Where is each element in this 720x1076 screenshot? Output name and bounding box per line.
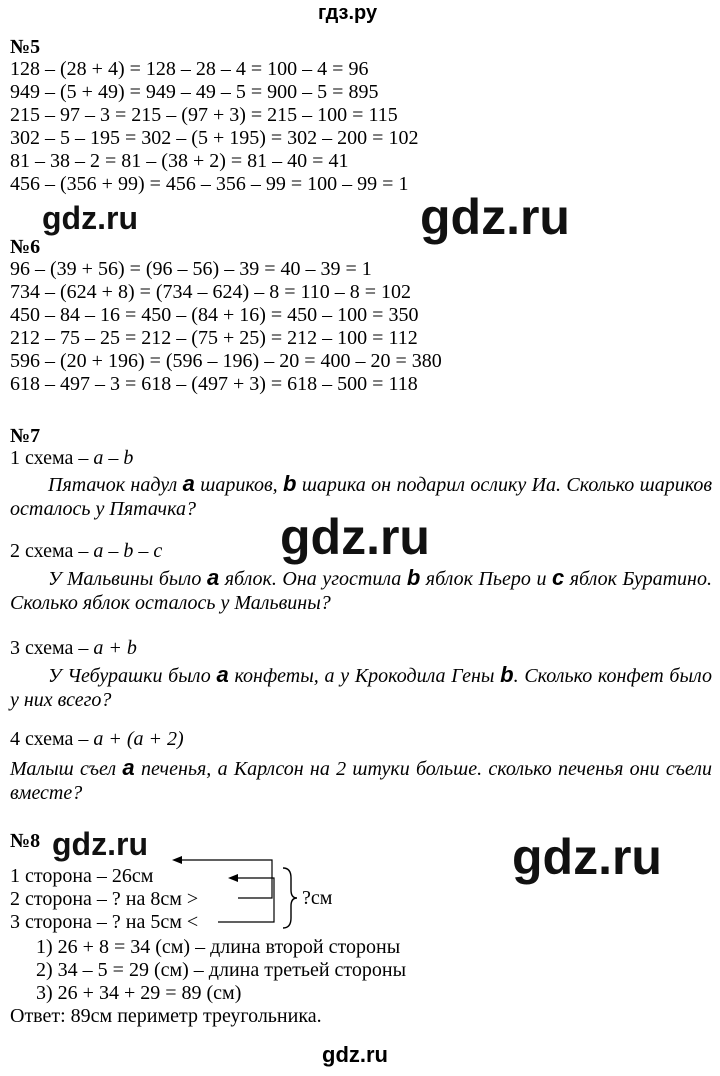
task6-line: 596 – (20 + 196) = (596 – 196) – 20 = 400 – 20 = 380 (10, 350, 442, 372)
side-1: 1 сторона – 26см (10, 865, 154, 887)
arrowhead-icon (172, 856, 182, 864)
task5-line: 302 – 5 – 195 = 302 – (5 + 195) = 302 – 200 = 102 (10, 127, 419, 149)
watermark: gdz.ru (512, 829, 662, 885)
scheme-1-problem: Пятачок надул a шариков, b шарика он подарил ослику Иа. Сколько шариков осталось у Пятачка? (10, 471, 713, 520)
task6-line: 618 – 497 – 3 = 618 – (497 + 3) = 618 – 500 = 118 (10, 373, 418, 395)
scheme-4: 4 схема – a + (a + 2) (10, 728, 184, 750)
answer: Ответ: 89см периметр треугольника. (10, 1005, 322, 1027)
task6-line: 734 – (624 + 8) = (734 – 624) – 8 = 110 – 8 = 102 (10, 281, 412, 303)
task5-line: 81 – 38 – 2 = 81 – (38 + 2) = 81 – 40 = 41 (10, 150, 349, 172)
watermark: gdz.ru (420, 189, 570, 245)
arrow-line (178, 860, 272, 898)
scheme-2-problem: У Мальвины было a яблок. Она угостила b яблок Пьеро и c яблок Буратино. Сколько яблок осталось у Мальвины? (10, 565, 712, 614)
scheme-1: 1 схема – a – b (10, 447, 134, 469)
scheme-3-problem: У Чебурашки было a конфеты, а у Крокодила Гены b. Сколько конфет было у них всего? (10, 662, 713, 711)
task5-line: 949 – (5 + 49) = 949 – 49 – 5 = 900 – 5 = 895 (10, 81, 379, 103)
task5-line: 215 – 97 – 3 = 215 – (97 + 3) = 215 – 100 = 115 (10, 104, 398, 126)
bottom-watermark: gdz.ru (322, 1042, 388, 1067)
scheme-2: 2 схема – a – b – c (10, 540, 163, 562)
task6-line: 96 – (39 + 56) = (96 – 56) – 39 = 40 – 39 = 1 (10, 258, 372, 280)
solution-step: 3) 26 + 34 + 29 = 89 (см) (36, 982, 242, 1004)
scheme-3: 3 схема – a + b (10, 637, 137, 659)
task6-line: 212 – 75 – 25 = 212 – (75 + 25) = 212 – 100 = 112 (10, 327, 418, 349)
side-3: 3 сторона – ? на 5см < (10, 911, 199, 933)
task6-heading: №6 (10, 236, 41, 258)
scheme-4-problem: Малыш съел a печенья, а Карлсон на 2 штуки больше. сколько печенья они съели вместе? (10, 755, 712, 804)
perimeter-unknown: ?см (302, 887, 333, 909)
task5-heading: №5 (10, 36, 41, 58)
top-watermark: гдз.ру (318, 2, 378, 24)
side-2: 2 сторона – ? на 8см > (10, 888, 199, 910)
solution-step: 1) 26 + 8 = 34 (см) – длина второй стороны (36, 936, 401, 958)
arrow-line (218, 878, 274, 922)
watermark: gdz.ru (42, 200, 138, 236)
task6-line: 450 – 84 – 16 = 450 – (84 + 16) = 450 – 100 = 350 (10, 304, 419, 326)
task8-heading: №8 (10, 830, 41, 852)
solution-step: 2) 34 – 5 = 29 (см) – длина третьей стороны (36, 959, 407, 981)
watermark: gdz.ru (52, 826, 148, 862)
arrowhead-icon (228, 874, 238, 882)
watermark: gdz.ru (280, 509, 430, 565)
task7-heading: №7 (10, 425, 41, 447)
task5-line: 128 – (28 + 4) = 128 – 28 – 4 = 100 – 4 = 96 (10, 58, 369, 80)
brace-icon (283, 868, 297, 928)
task5-line: 456 – (356 + 99) = 456 – 356 – 99 = 100 – 99 = 1 (10, 173, 409, 195)
